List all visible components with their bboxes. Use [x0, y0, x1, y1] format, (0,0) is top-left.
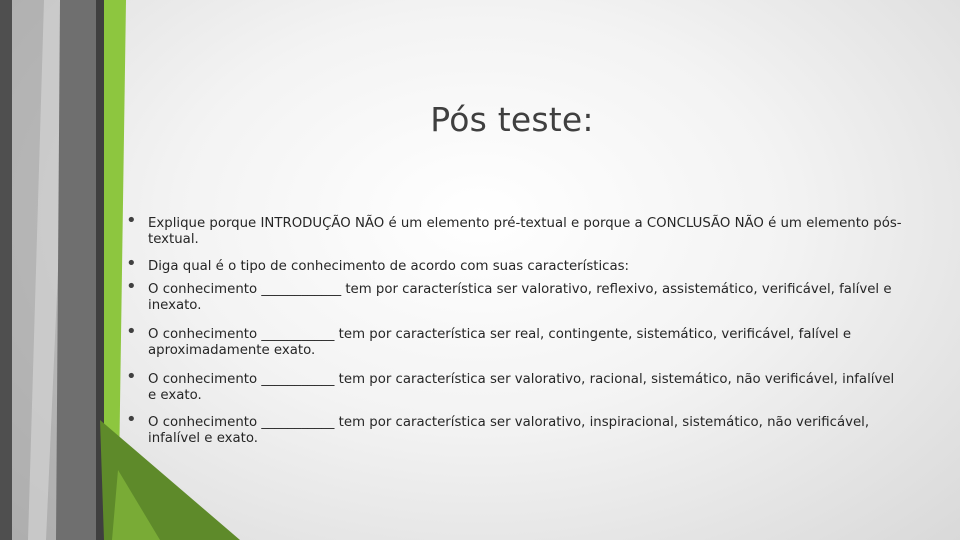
slide-title: Pós teste: — [430, 100, 594, 139]
bullet-knowledge-1: • O conhecimento ____________ tem por característica ser valorativo, reflexivo, assistemático, verificável, falível e inexato. — [122, 282, 902, 314]
bullet-knowledge-4: • O conhecimento ___________ tem por característica ser valorativo, inspiracional, sistemático, não verificável, infalível e exato. — [122, 415, 902, 447]
bullet-instruction: • Diga qual é o tipo de conhecimento de acordo com suas características: — [122, 259, 902, 275]
bullet-knowledge-2: • O conhecimento ___________ tem por característica ser real, contingente, sistemático, verificável, falível e aproximadamente exato. — [122, 327, 902, 359]
bullet-question-intro-conclusion: • Explique porque INTRODUÇÃO NÃO é um elemento pré-textual e porque a CONCLUSÃO NÃO é um elemento pós-textual. — [122, 216, 902, 248]
bullet-knowledge-3: • O conhecimento ___________ tem por característica ser valorativo, racional, sistemático, não verificável, infalível e exato. — [122, 372, 902, 404]
bullet-list — [122, 216, 902, 447]
